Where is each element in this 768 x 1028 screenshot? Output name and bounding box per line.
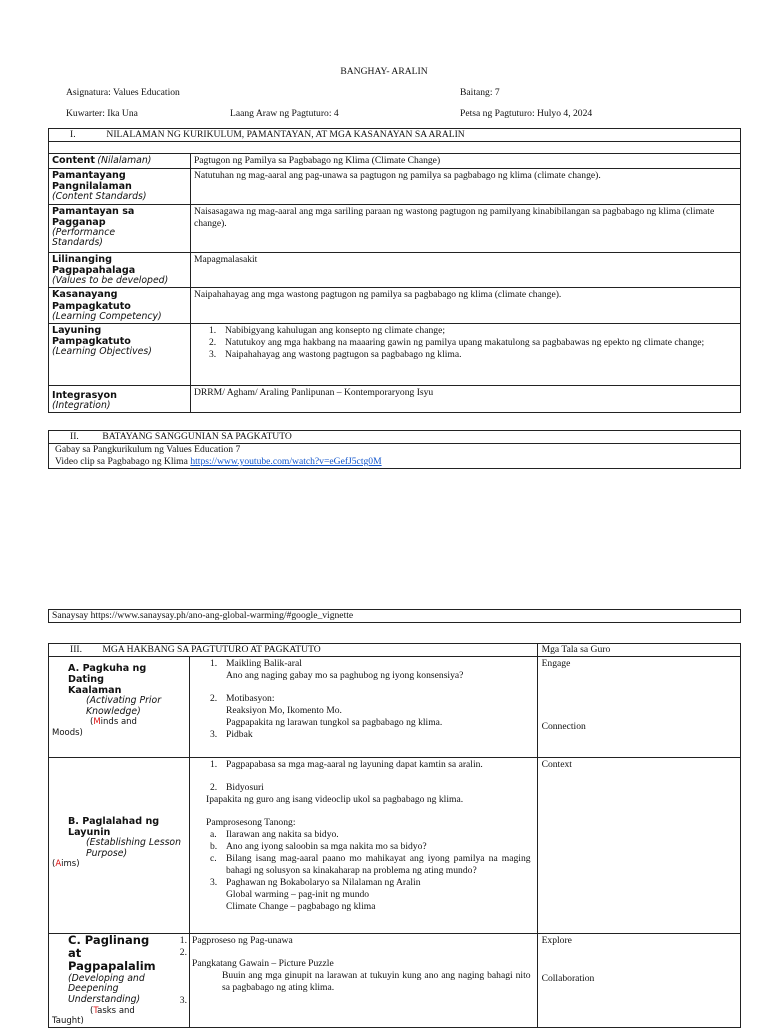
table-row bbox=[49, 288, 741, 324]
section-2-heading: II. BATAYANG SANGGUNIAN SA PAGKATUTO bbox=[49, 431, 741, 444]
video-link[interactable]: https://www.youtube.com/watch?v=eGefJ5ctg0M bbox=[190, 455, 382, 467]
reference-line: Video clip sa Pagbabago ng Klima https://www.youtube.com/watch?v=eGefJ5ctg0M bbox=[55, 455, 382, 467]
row-label: Pamantayang Pangnilalaman (Content Standards) bbox=[49, 168, 191, 204]
step-label-b: B. Paglalahad ng Layunin (Establishing Lesson Purpose) (Aims) bbox=[49, 758, 190, 934]
essay-reference: Sanaysay https://www.sanaysay.ph/ano-ang-global-warming/#google_vignette bbox=[49, 610, 741, 623]
table-row bbox=[49, 758, 741, 934]
subject-label: Asignatura: Values Education bbox=[66, 87, 180, 98]
table-row bbox=[49, 168, 741, 204]
step-label-c: C. Paglinang at Pagpapalalim (Developing and Deepening Understanding) (Tasks and Taught) 1. 2. 3. bbox=[49, 934, 190, 1028]
step-label-a: A. Pagkuha ng Dating Kaalaman (Activating Prior Knowledge) (Minds and Moods) bbox=[49, 657, 190, 758]
table-row bbox=[49, 154, 741, 169]
row-value: Mapagmalasakit bbox=[190, 252, 740, 288]
row-label: Lilinanging Pagpapahalaga (Values to be developed) bbox=[49, 252, 191, 288]
objectives-list bbox=[190, 324, 740, 386]
notes-header: Mga Tala sa Guro bbox=[537, 644, 740, 657]
step-content-a: 1. Maikling Balik-aral Ano ang naging gabay mo sa paghubog ng iyong konsensiya? 2. Motibasyon: Reaksiyon Mo, Ikomento Mo. Pagpapakita ng larawan tungkol sa pagbabago ng klima. 3. Pidbak bbox=[190, 657, 538, 758]
table-row bbox=[49, 657, 741, 758]
list-item: 1. Nabibigyang kahulugan ang konsepto ng climate change; bbox=[208, 325, 445, 337]
procedure-table bbox=[48, 643, 741, 1028]
table-row bbox=[49, 386, 741, 413]
section-3-heading: III. MGA HAKBANG SA PAGTUTURO AT PAGKATUTO bbox=[49, 644, 538, 657]
row-label: Integrasyon (Integration) bbox=[49, 386, 191, 413]
row-label: Layuning Pampagkatuto (Learning Objectives) bbox=[49, 324, 191, 386]
days-label: Laang Araw ng Pagtuturo: 4 bbox=[230, 108, 339, 119]
row-label: Kasanayang Pampagkatuto (Learning Competency) bbox=[49, 288, 191, 324]
step-content-b: 1. Pagpapabasa sa mga mag-aaral ng layuning dapat kamtin sa aralin. 2. Bidyosuri Ipapakita ng guro ang isang videoclip ukol sa pagbabago ng klima. Pamprosesong Tanong: a. Ilarawan ang nakita sa bidyo. b. Ano ang iyong saloobin sa mga nakita mo sa bidyo? c. Bilang isang mag-aaral paano mo mahikayat ang iyong pamilya na maging bahagi ng solusyon sa kinakaharap na problema ng ating mundo? 3. Paghawan ng Bokabolaryo sa Nilalaman ng Aralin Global warming – pag-init ng mundo Climate Change – pagbabago ng klima bbox=[190, 758, 538, 934]
row-value: Naipahahayag ang mga wastong pagtugon ng pamilya sa pagbabago ng klima (climate change). bbox=[190, 288, 740, 324]
step-content-c: Pagproseso ng Pag-unawa Pangkatang Gawain – Picture Puzzle Buuin ang mga ginupit na larawan at tukuyin kung ano ang naging bahagi nito sa pagbabago ng ating klima. bbox=[190, 934, 538, 1028]
row-value: Naisasagawa ng mag-aaral ang mga sariling paraan ng wastong pagtugon ng pamilyang kinabibilangan sa pagbabago ng klima (climate change). bbox=[190, 204, 740, 252]
section-1-heading: I. NILALAMAN NG KURIKULUM, PAMANTAYAN, AT MGA KASANAYAN SA ARALIN bbox=[49, 129, 741, 142]
table-row bbox=[49, 324, 741, 386]
row-value: DRRM/ Agham/ Araling Panlipunan – Kontemporaryong Isyu bbox=[190, 386, 740, 413]
row-value: Natutuhan ng mag-aaral ang pag-unawa sa pagtugon ng pamilya sa pagbabago ng klima (climate change). bbox=[190, 168, 740, 204]
list-item: 2. Natutukoy ang mga hakbang na maaaring gawin ng pamilya upang makatulong sa pagbabawas ng epekto ng climate change; bbox=[208, 337, 705, 349]
table-row bbox=[49, 934, 741, 1028]
essay-reference-table bbox=[48, 609, 741, 623]
quarter-label: Kuwarter: Ika Una bbox=[66, 108, 138, 119]
table-row bbox=[49, 252, 741, 288]
step-notes-b: Context bbox=[537, 758, 740, 934]
date-label: Petsa ng Pagtuturo: Hulyo 4, 2024 bbox=[460, 108, 593, 119]
step-notes-c: Explore Collaboration bbox=[537, 934, 740, 1028]
row-value: Pagtugon ng Pamilya sa Pagbabago ng Klima (Climate Change) bbox=[190, 154, 740, 169]
reference-line: Gabay sa Pangkurikulum ng Values Education 7 bbox=[55, 444, 241, 455]
row-label: Content (Nilalaman) bbox=[49, 154, 191, 169]
table-row bbox=[49, 204, 741, 252]
references-table bbox=[48, 430, 741, 469]
step-notes-a: Engage Connection bbox=[537, 657, 740, 758]
references-body bbox=[49, 444, 741, 469]
row-label: Pamantayan sa Pagganap (Performance Standards) bbox=[49, 204, 191, 252]
spacer-row bbox=[49, 142, 741, 154]
curriculum-table bbox=[48, 128, 741, 413]
page-title: BANGHAY- ARALIN bbox=[340, 66, 428, 77]
grade-label: Baitang: 7 bbox=[460, 87, 500, 98]
list-item: 3. Naipahahayag ang wastong pagtugon sa pagbabago ng klima. bbox=[208, 349, 462, 361]
